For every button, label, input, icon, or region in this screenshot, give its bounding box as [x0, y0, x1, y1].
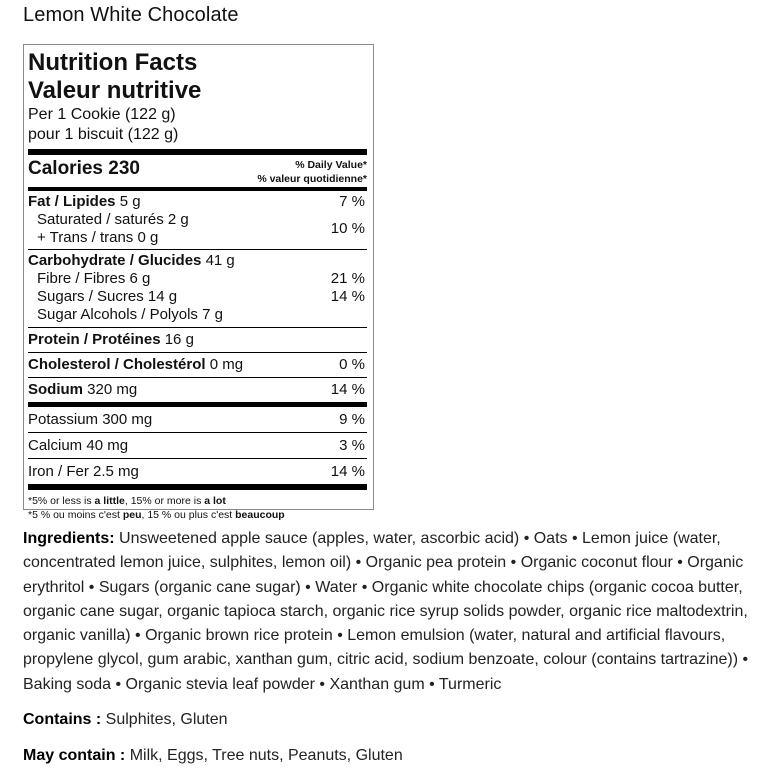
may-contain-label: May contain :	[23, 747, 126, 764]
product-title: Lemon White Chocolate	[23, 4, 239, 26]
protein-row: Protein / Protéines 16 g	[28, 331, 194, 348]
cholesterol-row: Cholesterol / Cholestérol 0 mg 0 %	[28, 356, 365, 373]
nutrition-facts-table	[23, 44, 374, 521]
footnote-fr: *5 % ou moins c'est peu, 15 % ou plus c'est beaucoup	[28, 509, 285, 521]
sodium-row: Sodium 320 mg 14 %	[28, 381, 365, 398]
calories: Calories 230	[28, 158, 140, 179]
fat-row: Fat / Lipides 5 g 7 %	[28, 193, 365, 210]
contains-label: Contains :	[23, 711, 102, 728]
calories-row	[28, 155, 367, 187]
may-contain-text: Milk, Eggs, Tree nuts, Peanuts, Gluten	[129, 747, 403, 764]
may-contain	[23, 747, 403, 765]
sugar-alcohols-row: Sugar Alcohols / Polyols 7 g	[37, 306, 223, 323]
fibre-row: Fibre / Fibres 6 g 21 %	[37, 270, 365, 287]
sugars-row: Sugars / Sucres 14 g 14 %	[37, 288, 365, 305]
iron-row: Iron / Fer 2.5 mg 14 %	[28, 463, 365, 480]
footnote-en: *5% or less is a little, 15% or more is a lot	[28, 495, 226, 507]
daily-value-header: % Daily Value* % valeur quotidienne*	[257, 159, 367, 185]
saturated-row: Saturated / saturés 2 g	[37, 211, 189, 228]
ingredients-label: Ingredients:	[23, 530, 115, 547]
footnote	[28, 490, 367, 522]
calcium-row: Calcium 40 mg 3 %	[28, 437, 365, 454]
nutrition-title-en: Nutrition Facts	[28, 49, 198, 76]
sat-trans-pct: 10 %	[330, 220, 365, 237]
ingredients	[23, 527, 768, 697]
sat-trans-group	[28, 211, 367, 247]
contains	[23, 711, 228, 729]
serving-size-en: Per 1 Cookie (122 g)	[28, 106, 176, 123]
serving-size-fr: pour 1 biscuit (122 g)	[28, 126, 179, 143]
ingredients-text: Unsweetened apple sauce (apples, water, ascorbic acid) • Oats • Lemon juice (water, concentrated lemon juice, sulphites, lemon oil) • Organic pea protein • Organic coconut flour • Organic erythritol • Sugars (organic cane sugar) • Water • Organic white chocolate chips (organic cocoa butter, organic cane sugar, organic tapioca starch, organic rice syrup solids powder, organic rice maltodextrin, organic vanilla) • Organic brown rice protein • Lemon emulsion (water, natural and artificial flavours, propylene glycol, gum arabic, xanthan gum, citric acid, sodium benzoate, colour (contains tartrazine)) • Baking soda • Organic stevia leaf powder • Xanthan gum • Turmeric	[23, 530, 749, 693]
trans-row: + Trans / trans 0 g	[37, 229, 159, 246]
nutrition-title-fr: Valeur nutritive	[28, 77, 202, 104]
potassium-row: Potassium 300 mg 9 %	[28, 411, 365, 428]
contains-text: Sulphites, Gluten	[105, 711, 228, 728]
carbohydrate-row: Carbohydrate / Glucides 41 g	[28, 252, 235, 269]
